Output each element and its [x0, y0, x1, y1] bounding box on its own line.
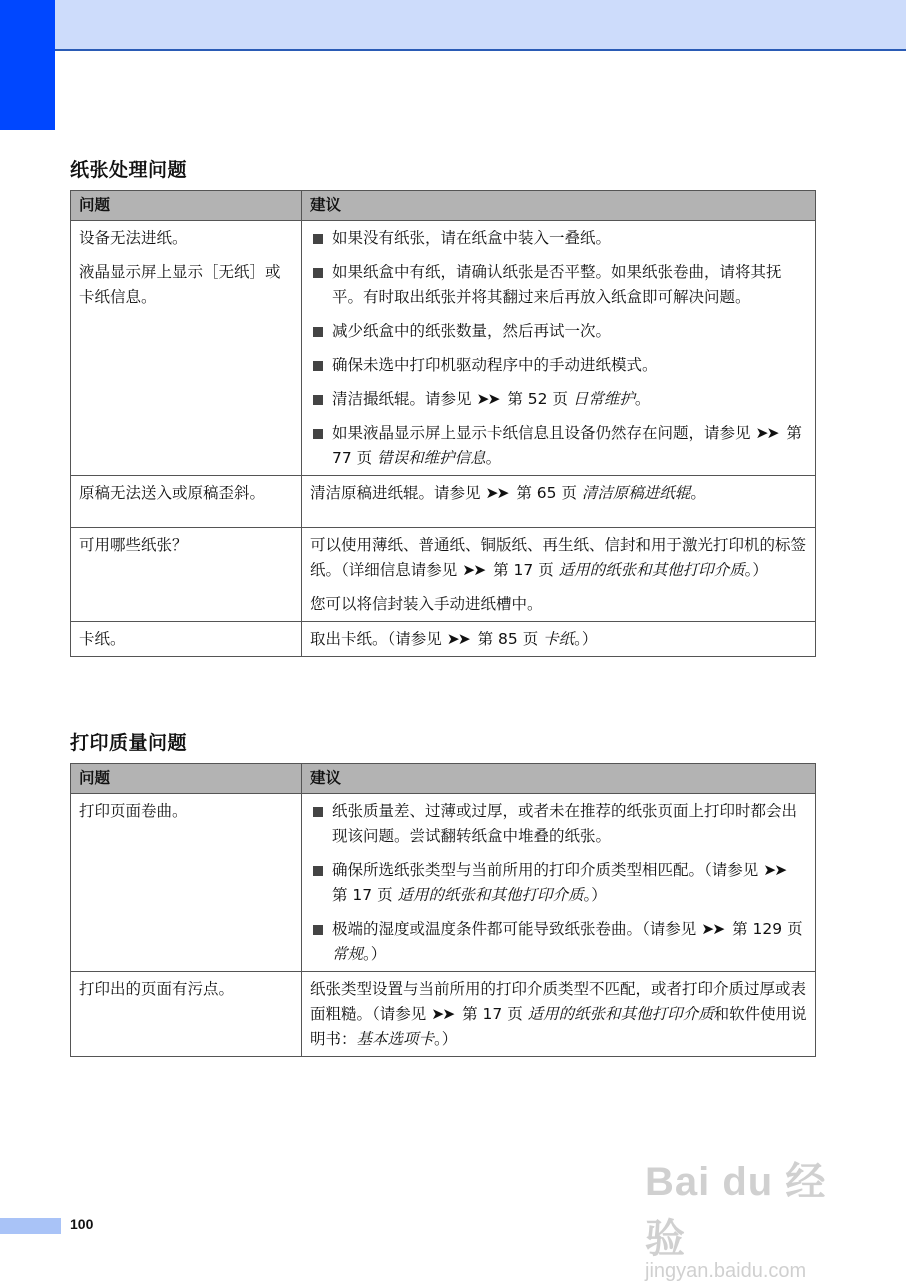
footer-bar [0, 1218, 61, 1234]
suggestion-cell [302, 622, 816, 657]
cross-reference-link[interactable]: 日常维护 [572, 390, 635, 408]
page-number: 100 [70, 1216, 94, 1232]
table-row [71, 476, 816, 528]
suggestion-cell [302, 528, 816, 622]
watermark [645, 1150, 855, 1283]
problem-cell [71, 794, 302, 972]
problem-cell [71, 221, 302, 476]
suggestion-cell [302, 794, 816, 972]
suggestion-text: 可以使用薄纸、普通纸、铜版纸、再生纸、信封和用于激光打印机的标签纸。（详细信息请参见 ➤➤ 第 17 页 适用的纸张和其他打印介质。） [310, 536, 807, 579]
suggestion-cell [302, 972, 816, 1057]
cross-reference-link[interactable]: 适用的纸张和其他打印介质 [397, 886, 584, 904]
cross-reference-link[interactable]: 错误和维护信息 [377, 449, 486, 467]
problem-cell [71, 972, 302, 1057]
suggestion-cell [302, 221, 816, 476]
suggestion-text: 您可以将信封装入手动进纸槽中。 [310, 595, 543, 613]
column-header-suggestion: 建议 [302, 191, 816, 221]
problem-text: 液晶显示屏上显示［无纸］或卡纸信息。 [79, 263, 281, 306]
square-bullet-icon [313, 234, 323, 244]
suggestion-bullet: 确保未选中打印机驱动程序中的手动进纸模式。 [310, 353, 807, 378]
column-header-suggestion: 建议 [302, 764, 816, 794]
double-arrow-icon: ➤➤ [462, 561, 485, 579]
double-arrow-icon: ➤➤ [763, 861, 786, 879]
cross-reference-link[interactable]: 适用的纸张和其他打印介质 [527, 1005, 714, 1023]
suggestion-text: 纸张类型设置与当前所用的打印介质类型不匹配，或者打印介质过厚或表面粗糙。（请参见 ➤➤ 第 17 页 适用的纸张和其他打印介质和软件使用说明书：基本选项卡。） [310, 980, 807, 1048]
problem-text: 打印页面卷曲。 [79, 802, 188, 820]
watermark-url: jingyan.baidu.com [645, 1260, 807, 1282]
suggestion-bullet: 纸张质量差、过薄或过厚，或者未在推荐的纸张页面上打印时都会出现该问题。尝试翻转纸盒中堆叠的纸张。 [310, 799, 807, 849]
suggestion-bullet: 清洁撮纸辊。请参见 ➤➤ 第 52 页 日常维护。 [310, 387, 807, 412]
section-title-print-quality: 打印质量问题 [70, 732, 188, 754]
cross-reference-link[interactable]: 清洁原稿进纸辊 [581, 484, 691, 502]
cross-reference-link[interactable]: 常规 [332, 945, 364, 963]
square-bullet-icon [313, 866, 323, 876]
cross-reference-link[interactable]: 基本选项卡 [356, 1030, 435, 1048]
table-row [71, 794, 816, 972]
square-bullet-icon [313, 327, 323, 337]
double-arrow-icon: ➤➤ [431, 1005, 454, 1023]
suggestion-cell [302, 476, 816, 528]
double-arrow-icon: ➤➤ [485, 484, 508, 502]
chapter-side-tab [0, 0, 55, 130]
paper-handling-table [70, 190, 816, 657]
problem-cell [71, 476, 302, 528]
problem-text: 原稿无法送入或原稿歪斜。 [79, 484, 266, 502]
double-arrow-icon: ➤➤ [755, 424, 778, 442]
square-bullet-icon [313, 807, 323, 817]
square-bullet-icon [313, 395, 323, 405]
table-header-row [71, 191, 816, 221]
suggestion-bullet: 确保所选纸张类型与当前所用的打印介质类型相匹配。（请参见 ➤➤ 第 17 页 适用的纸张和其他打印介质。） [310, 858, 807, 908]
double-arrow-icon: ➤➤ [476, 390, 499, 408]
suggestion-bullet: 极端的湿度或温度条件都可能导致纸张卷曲。（请参见 ➤➤ 第 129 页 常规。） [310, 917, 807, 967]
column-header-problem: 问题 [71, 191, 302, 221]
square-bullet-icon [313, 361, 323, 371]
square-bullet-icon [313, 429, 323, 439]
problem-text: 打印出的页面有污点。 [79, 980, 235, 998]
problem-cell [71, 528, 302, 622]
header-band [55, 0, 906, 51]
table-row [71, 528, 816, 622]
suggestion-bullet: 减少纸盒中的纸张数量，然后再试一次。 [310, 319, 807, 344]
problem-text: 卡纸。 [79, 630, 126, 648]
problem-cell [71, 622, 302, 657]
double-arrow-icon: ➤➤ [701, 920, 724, 938]
watermark-logo: Bai du 经验 [645, 1160, 827, 1261]
table-row [71, 622, 816, 657]
suggestion-bullet: 如果没有纸张，请在纸盒中装入一叠纸。 [310, 226, 807, 251]
column-header-problem: 问题 [71, 764, 302, 794]
cross-reference-link[interactable]: 适用的纸张和其他打印介质 [558, 561, 745, 579]
suggestion-bullet: 如果纸盒中有纸，请确认纸张是否平整。如果纸张卷曲，请将其抚平。有时取出纸张并将其翻过来后再放入纸盒即可解决问题。 [310, 260, 807, 310]
square-bullet-icon [313, 925, 323, 935]
print-quality-table [70, 763, 816, 1057]
square-bullet-icon [313, 268, 323, 278]
cross-reference-link[interactable]: 卡纸 [543, 630, 575, 648]
problem-text: 设备无法进纸。 [79, 229, 188, 247]
suggestion-text: 取出卡纸。（请参见 ➤➤ 第 85 页 卡纸。） [310, 630, 598, 648]
double-arrow-icon: ➤➤ [446, 630, 469, 648]
table-row [71, 972, 816, 1057]
suggestion-text: 清洁原稿进纸辊。请参见 ➤➤ 第 65 页 清洁原稿进纸辊。 [310, 484, 706, 502]
problem-text: 可用哪些纸张？ [79, 536, 188, 554]
table-row [71, 221, 816, 476]
section-title-paper-handling: 纸张处理问题 [70, 159, 188, 181]
table-header-row [71, 764, 816, 794]
suggestion-bullet: 如果液晶显示屏上显示卡纸信息且设备仍然存在问题，请参见 ➤➤ 第 77 页 错误和维护信息。 [310, 421, 807, 471]
